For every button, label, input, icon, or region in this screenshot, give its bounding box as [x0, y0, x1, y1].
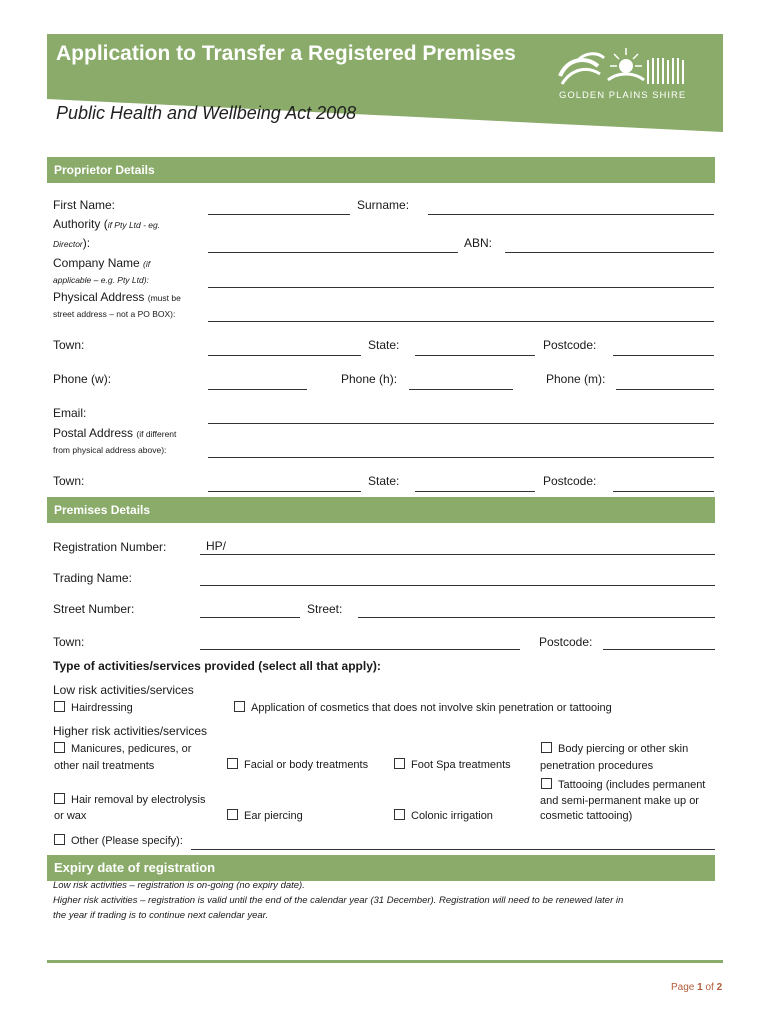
- premises-postcode-field[interactable]: [603, 649, 715, 650]
- postal-postcode-field[interactable]: [613, 491, 714, 492]
- tattooing-label-cont-2: cosmetic tattooing): [540, 810, 633, 822]
- postal-town-label: Town:: [53, 474, 85, 488]
- section-premises-details: Premises Details: [47, 497, 715, 523]
- logo-text: GOLDEN PLAINS SHIRE: [559, 90, 687, 101]
- checkbox-icon: [234, 701, 245, 712]
- postal-address-label: Postal Address (if different: [53, 426, 177, 440]
- phone-h-field[interactable]: [409, 389, 513, 390]
- page-number: Page 1 of 2: [671, 982, 723, 993]
- premises-town-label: Town:: [53, 635, 85, 649]
- postal-address-field[interactable]: [208, 457, 714, 458]
- phone-h-label: Phone (h):: [341, 372, 398, 386]
- checkbox-icon: [227, 758, 238, 769]
- checkbox-cosmetics[interactable]: Application of cosmetics that does not involve skin penetration or tattooing: [234, 701, 612, 714]
- state-field[interactable]: [415, 355, 535, 356]
- checkbox-icon: [541, 778, 552, 789]
- abn-field[interactable]: [505, 252, 714, 253]
- company-name-field[interactable]: [208, 287, 714, 288]
- checkbox-hair-removal[interactable]: Hair removal by electrolysis: [54, 793, 205, 806]
- abn-label: ABN:: [464, 236, 493, 250]
- higher-risk-heading: Higher risk activities/services: [53, 724, 208, 738]
- premises-town-field[interactable]: [200, 649, 520, 650]
- postcode-field[interactable]: [613, 355, 714, 356]
- registration-number-label: Registration Number:: [53, 540, 167, 554]
- email-label: Email:: [53, 406, 87, 420]
- town-label: Town:: [53, 338, 85, 352]
- checkbox-other[interactable]: Other (Please specify):: [54, 834, 183, 847]
- authority-field[interactable]: [208, 252, 458, 253]
- company-name-note: applicable – e.g. Pty Ltd):: [53, 275, 149, 285]
- footer-rule: [47, 960, 723, 963]
- physical-address-note: street address – not a PO BOX):: [53, 309, 176, 319]
- postcode-label: Postcode:: [543, 338, 597, 352]
- phone-w-label: Phone (w):: [53, 372, 112, 386]
- registration-number-field[interactable]: [200, 554, 715, 555]
- postal-town-field[interactable]: [208, 491, 361, 492]
- expiry-line-3: the year if trading is to continue next calendar year.: [53, 910, 269, 921]
- activities-heading: Type of activities/services provided (select all that apply):: [53, 659, 381, 673]
- street-number-label: Street Number:: [53, 602, 135, 616]
- surname-field[interactable]: [428, 214, 714, 215]
- company-name-label: Company Name (if: [53, 256, 151, 270]
- trading-name-label: Trading Name:: [53, 571, 132, 585]
- phone-m-label: Phone (m):: [546, 372, 606, 386]
- trading-name-field[interactable]: [200, 585, 715, 586]
- checkbox-body-piercing[interactable]: Body piercing or other skin: [541, 742, 688, 755]
- checkbox-icon: [227, 809, 238, 820]
- manicures-label-cont: other nail treatments: [54, 760, 155, 772]
- first-name-field[interactable]: [208, 214, 350, 215]
- checkbox-icon: [54, 793, 65, 804]
- tattooing-label-cont: and semi-permanent make up or: [540, 795, 699, 807]
- checkbox-colonic[interactable]: Colonic irrigation: [394, 809, 493, 822]
- page-subtitle: Public Health and Wellbeing Act 2008: [56, 103, 357, 123]
- golden-plains-logo-icon: [558, 46, 690, 90]
- checkbox-icon: [541, 742, 552, 753]
- checkbox-manicures[interactable]: Manicures, pedicures, or: [54, 742, 191, 755]
- checkbox-facial[interactable]: Facial or body treatments: [227, 758, 368, 771]
- checkbox-tattooing[interactable]: Tattooing (includes permanent: [541, 778, 705, 791]
- street-label: Street:: [307, 602, 343, 616]
- phone-w-field[interactable]: [208, 389, 307, 390]
- state-label: State:: [368, 338, 400, 352]
- surname-label: Surname:: [357, 198, 410, 212]
- authority-label: Authority (if Pty Ltd - eg.: [53, 217, 161, 231]
- email-field[interactable]: [208, 423, 714, 424]
- checkbox-icon: [394, 809, 405, 820]
- checkbox-foot-spa[interactable]: Foot Spa treatments: [394, 758, 511, 771]
- expiry-line-2: Higher risk activities – registration is valid until the end of the calendar year (31 December). Registration will need to be renewed later in: [53, 895, 624, 906]
- authority-label-cont: Director):: [53, 236, 91, 250]
- page-title: Application to Transfer a Registered Premises: [56, 42, 516, 65]
- expiry-line-1: Low risk activities – registration is on-going (no expiry date).: [53, 880, 305, 891]
- postal-state-label: State:: [368, 474, 400, 488]
- postal-address-note: from physical address above):: [53, 445, 167, 455]
- premises-postcode-label: Postcode:: [539, 635, 593, 649]
- checkbox-icon: [54, 701, 65, 712]
- checkbox-ear-piercing[interactable]: Ear piercing: [227, 809, 303, 822]
- hair-removal-label-cont: or wax: [54, 810, 87, 822]
- postal-state-field[interactable]: [415, 491, 535, 492]
- postal-postcode-label: Postcode:: [543, 474, 597, 488]
- registration-prefix: HP/: [206, 539, 227, 553]
- first-name-label: First Name:: [53, 198, 116, 212]
- physical-address-label: Physical Address (must be: [53, 290, 181, 304]
- checkbox-hairdressing[interactable]: Hairdressing: [54, 701, 133, 714]
- phone-m-field[interactable]: [616, 389, 714, 390]
- physical-address-field[interactable]: [208, 321, 714, 322]
- body-piercing-label-cont: penetration procedures: [540, 760, 654, 772]
- other-specify-field[interactable]: [191, 849, 715, 850]
- low-risk-heading: Low risk activities/services: [53, 683, 194, 697]
- checkbox-icon: [54, 742, 65, 753]
- street-number-field[interactable]: [200, 617, 300, 618]
- checkbox-icon: [54, 834, 65, 845]
- section-expiry: Expiry date of registration: [47, 855, 715, 881]
- section-proprietor-details: Proprietor Details: [47, 157, 715, 183]
- street-field[interactable]: [358, 617, 715, 618]
- checkbox-icon: [394, 758, 405, 769]
- town-field[interactable]: [208, 355, 361, 356]
